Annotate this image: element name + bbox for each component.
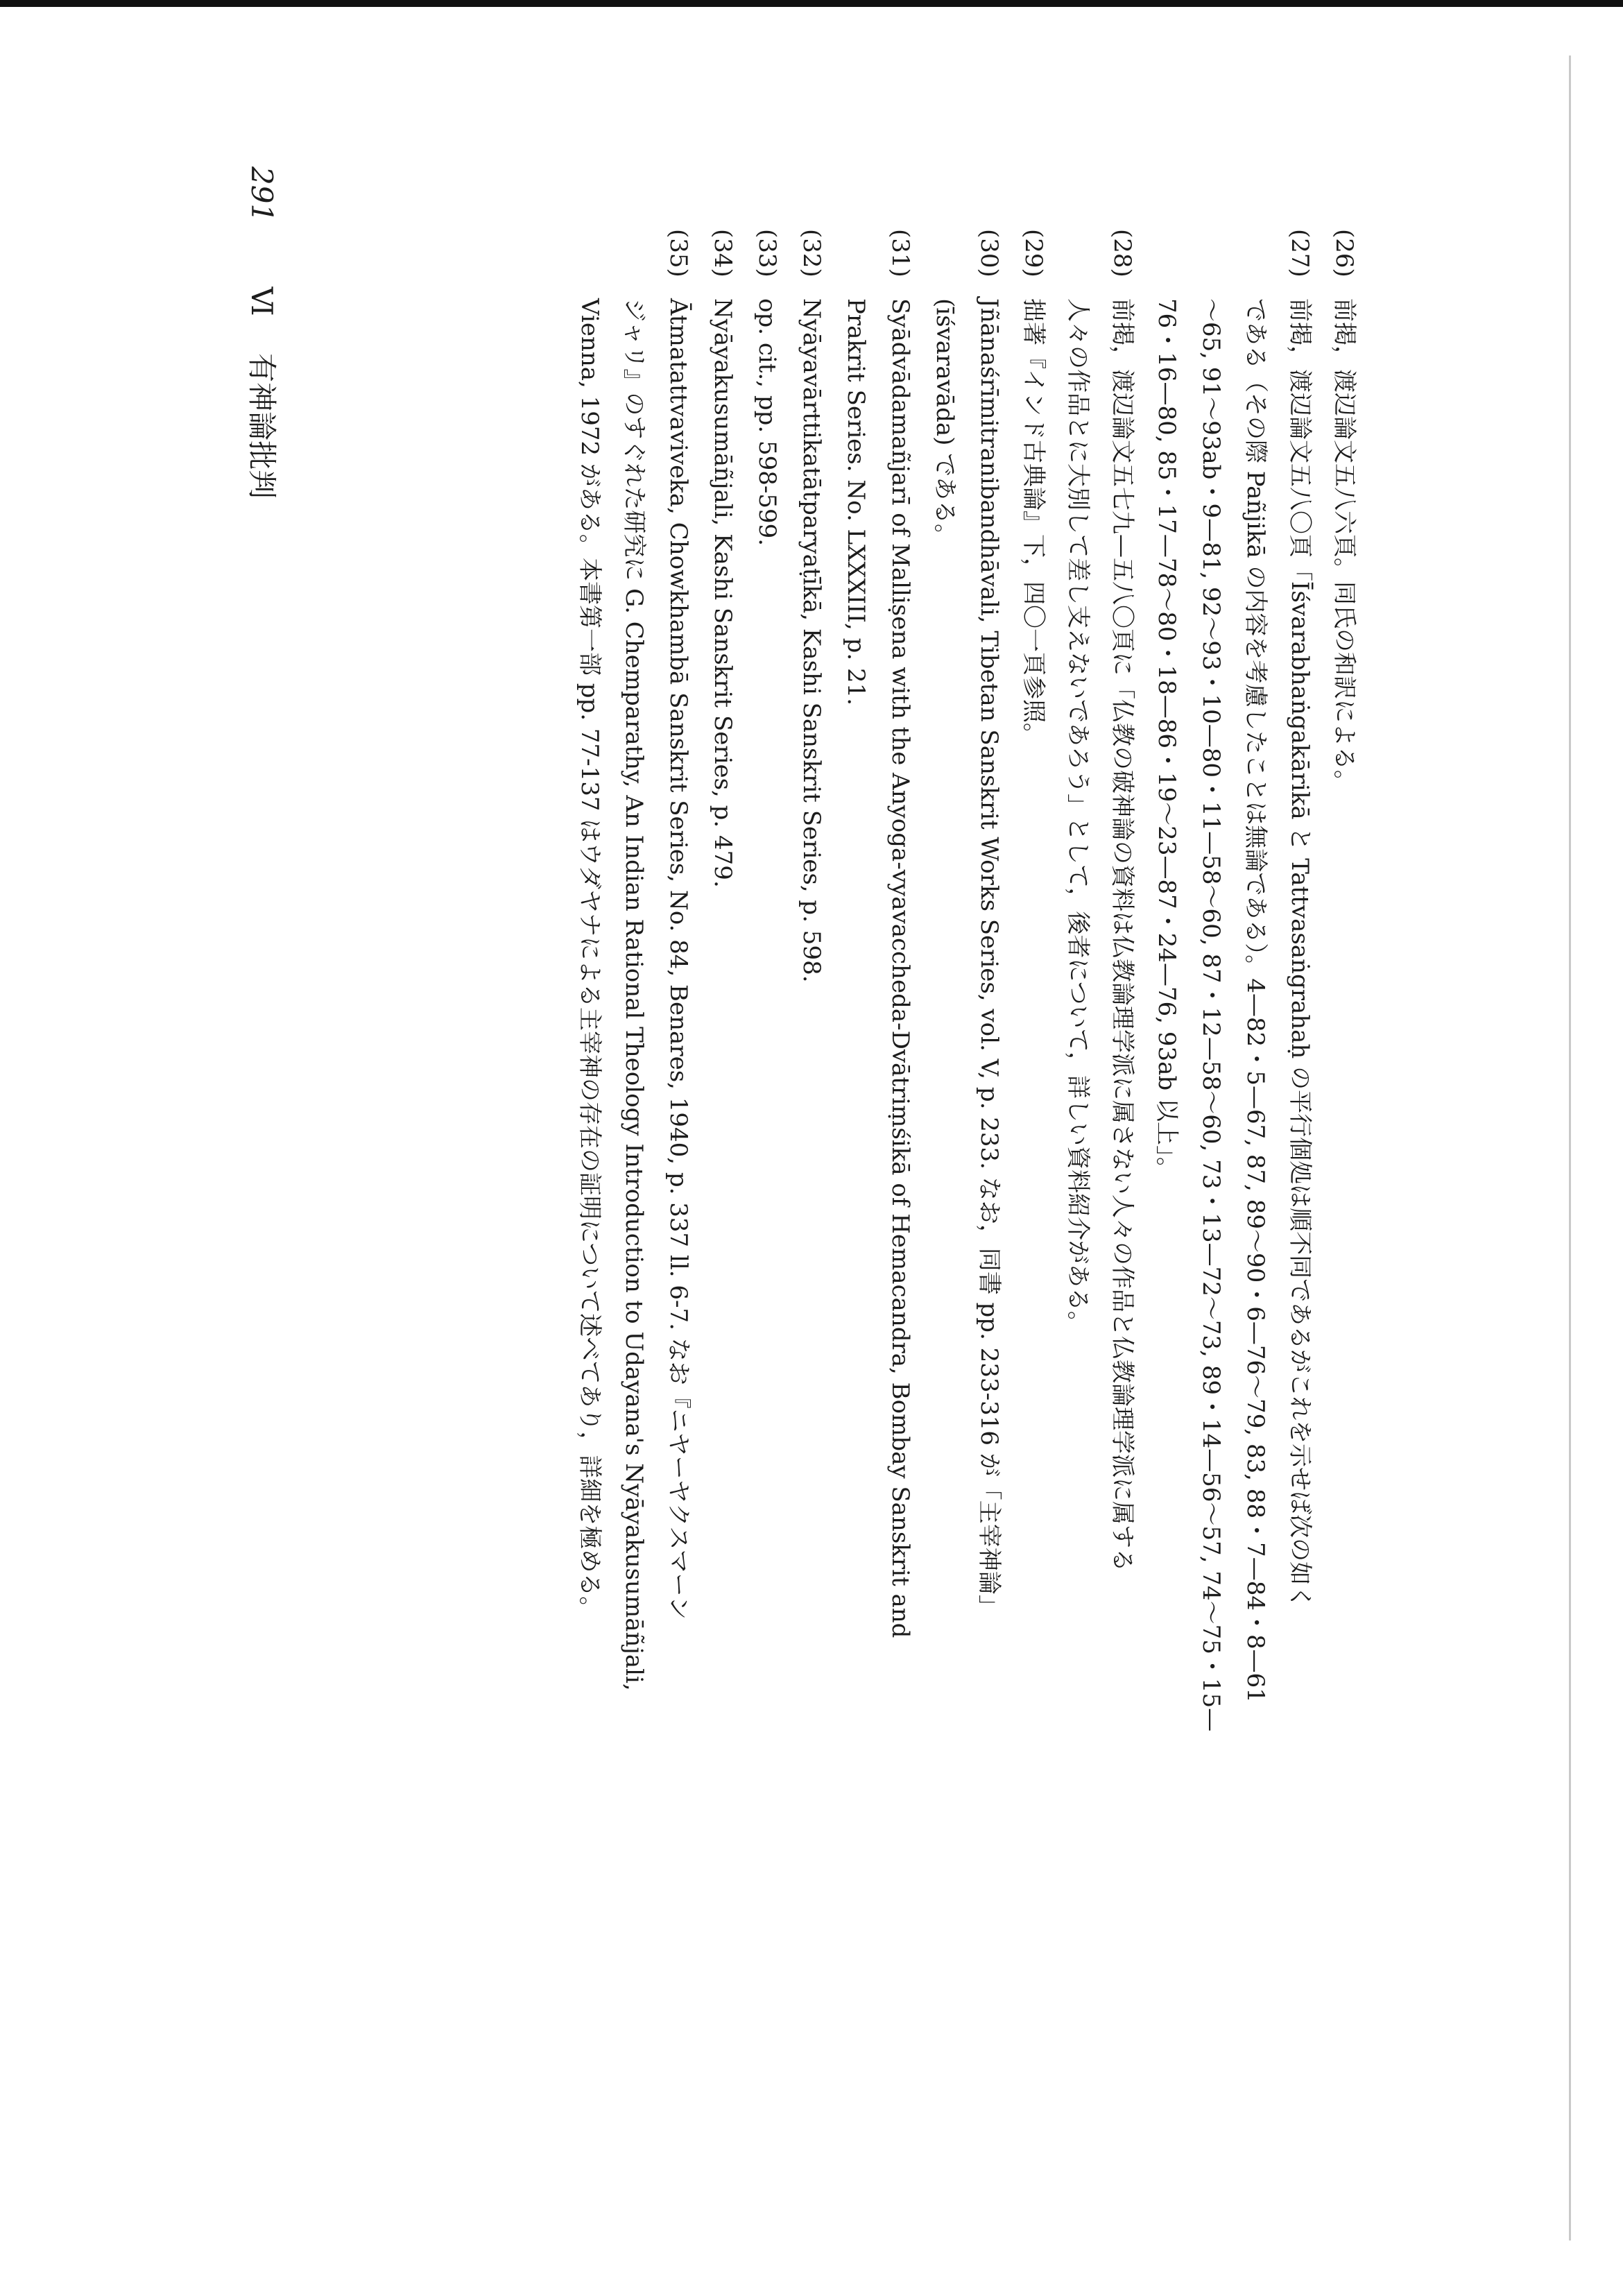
footnote-text: Nyāyavārttikatātparyaṭīkā, Kashi Sanskrit Series, p. 598. <box>798 298 825 983</box>
footnote <box>1322 229 1366 2116</box>
footnote-text: 76・16—80, 85・17—78〜80・18—86・19〜23—87・24—76, 93ab 以上」。 <box>1153 298 1180 1181</box>
chapter-title: 有神論批判 <box>245 353 279 499</box>
footnote-text: Jñānaśrīmitranibandhāvali, Tibetan Sanskrit Works Series, vol. V, p. 233. なお，同書 pp. 233-316 が「主宰神論」 <box>975 298 1003 1618</box>
footnote-text: Syādvādamañjarī of Malliṣena with the Anyoga-vyavaccheda-Dvātriṃśikā of Hemacandra, Bombay Sanskrit and <box>886 298 914 1638</box>
footnote-line <box>789 229 834 2116</box>
footnote-line <box>745 229 789 2116</box>
footnote-line <box>1144 229 1189 2116</box>
footnote-line <box>1100 229 1144 2116</box>
footnote-text: 前掲，渡辺論文五八六頁。同氏の和訳による。 <box>1330 298 1358 794</box>
footnote-line <box>878 229 922 2116</box>
running-footer <box>243 166 284 499</box>
footnote-text: 前掲，渡辺論文五七九—五八〇頁に「仏教の破神論の資料は仏教論理学派に属さない人々の作品と仏教論理学派に属する <box>1108 298 1136 1572</box>
chapter-number: Ⅵ <box>245 286 279 316</box>
footnote-text: である（その際 Pañjikā の内容を考慮したことは無論である）。4—82・5—67, 87, 89〜90・6—76〜79, 83, 88・7—84・8—61 <box>1242 298 1269 1703</box>
footnote-number: (26) <box>1330 229 1358 277</box>
footnote-line <box>1056 229 1100 2116</box>
footnote-text: 人々の作品とに大別して差し支えないであろう」として，後者について，詳しい資料紹介がある。 <box>1064 298 1092 1335</box>
footnote-text: Ātmatattvaviveka, Chowkhambā Sanskrit Series, No. 84, Benares, 1940, p. 337 ll. 6-7. なお『ニヤーヤクスマーン <box>664 298 692 1620</box>
footnote-line <box>1189 229 1233 2116</box>
footnote-text: ジャリ』のすぐれた研究に G. Chemparathy, An Indian Rational Theology Introduction to Udayana's Nyāyakusumāñjali, <box>620 298 648 1691</box>
footnote-line <box>612 229 656 2116</box>
footnote <box>922 229 1011 2116</box>
page-number: 291 <box>245 166 279 223</box>
footnote-number: (32) <box>798 229 825 277</box>
footnote-text: 拙著『インド古典論』下，四〇一頁参照。 <box>1020 298 1047 746</box>
footnote-number: (28) <box>1108 229 1136 277</box>
footnote <box>701 229 745 2116</box>
footnote-number: (31) <box>886 229 914 277</box>
footnote-line <box>701 229 745 2116</box>
footnote-number: (30) <box>975 229 1003 277</box>
footnote-text: Nyāyakusumāñjali, Kashi Sanskrit Series, p. 479. <box>709 298 737 888</box>
footnote-text: (īśvaravāda) である。 <box>931 298 959 548</box>
footnote-line <box>1233 229 1278 2116</box>
footnote <box>567 229 701 2116</box>
footnote <box>745 229 789 2116</box>
footnote-text: Prakrit Series. No. LXXXIII, p. 21. <box>842 298 870 706</box>
footnote-number: (33) <box>753 229 781 277</box>
footnote-line <box>967 229 1011 2116</box>
footnote-line <box>567 229 612 2116</box>
footnote <box>1056 229 1144 2116</box>
footnotes-list <box>567 229 1366 2116</box>
footnote-line <box>1278 229 1322 2116</box>
footnote-number: (29) <box>1020 229 1047 277</box>
footnote-text: 前掲，渡辺論文五八〇頁「Īśvarabhaṅgakārikā と Tattvasaṅgrahaḥ の平行個処は順不同であるがこれを示せば次の如く <box>1286 298 1314 1609</box>
footnote <box>1011 229 1056 2116</box>
footnote-number: (27) <box>1286 229 1314 277</box>
footnote-line <box>922 229 967 2116</box>
footnote <box>789 229 834 2116</box>
footnote <box>834 229 922 2116</box>
footnote <box>1144 229 1322 2116</box>
footnote-text: 〜65, 91〜93ab・9—81, 92〜93・10—80・11—58〜60, 87・12—58〜60, 73・13—72〜73, 89・14—56〜57, 74〜75・15— <box>1197 298 1225 1732</box>
footnote-text: op. cit., pp. 598-599. <box>753 298 781 547</box>
footnote-number: (35) <box>664 229 692 277</box>
footnote-line <box>834 229 878 2116</box>
footnote-line <box>1322 229 1366 2116</box>
footnote-line <box>656 229 701 2116</box>
footnote-number: (34) <box>709 229 737 277</box>
footnote-text: Vienna, 1972 がある。本書第一部 pp. 77-137 はウダヤナによる主宰神の存在の証明について述べてあり，詳細を極める。 <box>576 298 603 1620</box>
footnote-line <box>1011 229 1056 2116</box>
